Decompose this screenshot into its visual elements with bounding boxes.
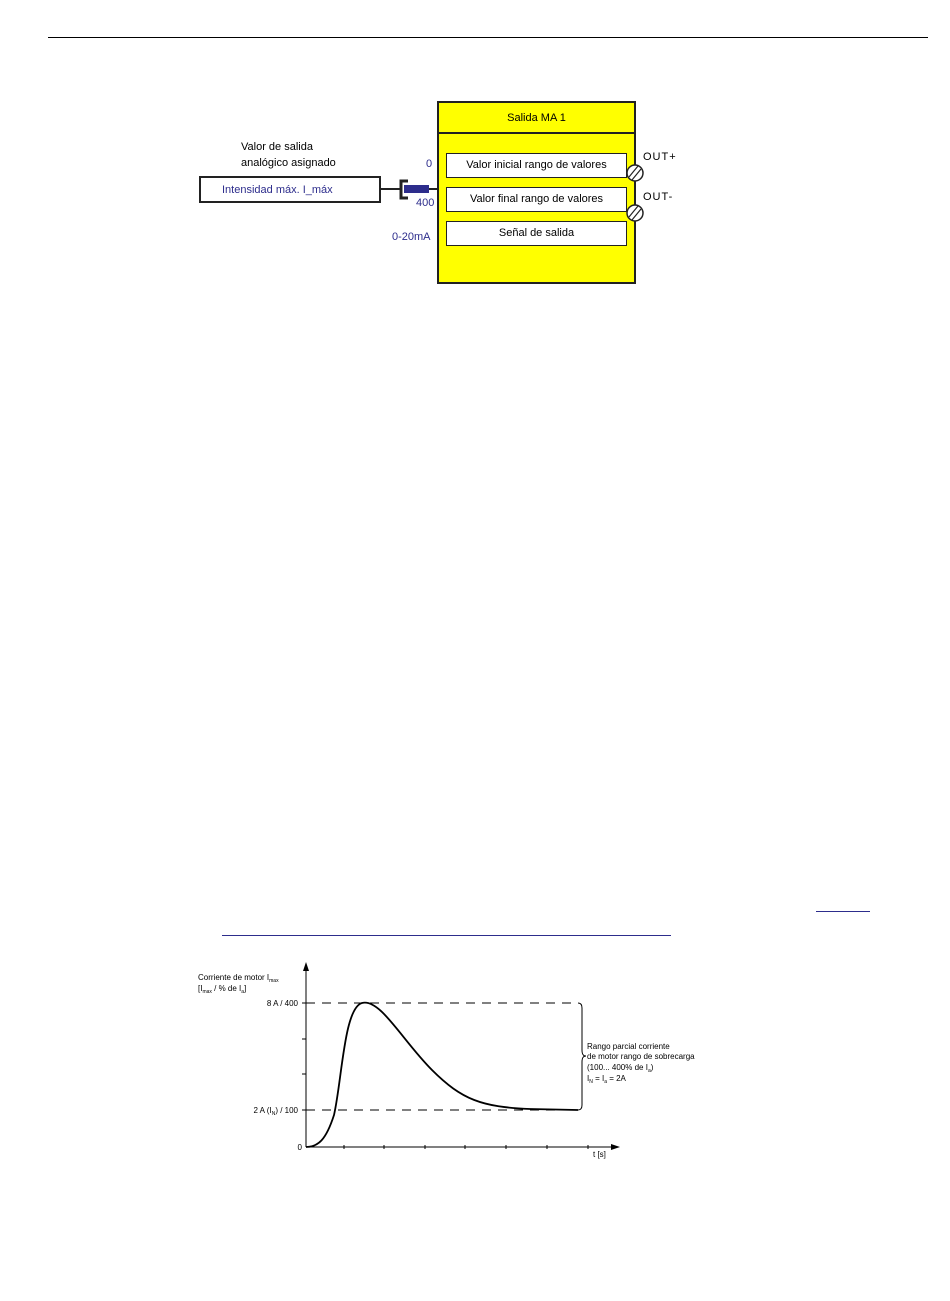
source-label-line1: Valor de salida: [241, 141, 313, 153]
ytick-label-zero: 0: [297, 1143, 302, 1152]
connector-plug: [404, 185, 429, 193]
x-axis-arrow: [611, 1144, 620, 1150]
y-axis-arrow: [303, 962, 309, 971]
annotation-line1: Rango parcial corriente: [587, 1042, 670, 1051]
ytick-label-mid: 2 A $(I_N) / 100$: [253, 1106, 298, 1117]
motor-current-curve: [306, 1003, 578, 1147]
module-title: Salida MA 1: [439, 103, 634, 134]
source-label-line2: analógico asignado: [241, 157, 336, 169]
param-output-signal: Señal de salida: [446, 221, 627, 246]
annotation-line2: de motor rango de sobrecarga: [587, 1052, 695, 1061]
range-start-label: 0: [426, 158, 433, 170]
terminal-plus-label: OUT+: [643, 151, 677, 163]
param-start-value: Valor inicial rango de valores: [446, 153, 627, 178]
hyperlink-underline-bottom[interactable]: [222, 935, 671, 936]
ylabel-line2: [$I_{max}$ / % de $I_a$]: [198, 984, 247, 995]
range-end-label: 400: [416, 197, 435, 209]
ylabel-line1: Corriente de motor $I_{max}$: [198, 973, 279, 984]
hyperlink-underline-top[interactable]: [816, 911, 870, 912]
annotation-line4: $I_N = I_a = 2A$: [587, 1074, 626, 1085]
terminal-minus-screw-icon: [627, 205, 643, 221]
terminal-minus-label: OUT-: [643, 191, 674, 203]
xlabel: t [s]: [593, 1150, 606, 1159]
range-brace: [578, 1003, 586, 1110]
ytick-label-top: 8 A / 400: [266, 999, 298, 1008]
source-value: Intensidad máx. I_máx: [222, 184, 333, 196]
terminal-plus-screw-icon: [627, 165, 643, 181]
signal-range-label: 0-20mA: [392, 231, 431, 243]
annotation-line3: (100... 400% de $I_a$): [587, 1063, 654, 1074]
param-end-value: Valor final rango de valores: [446, 187, 627, 212]
